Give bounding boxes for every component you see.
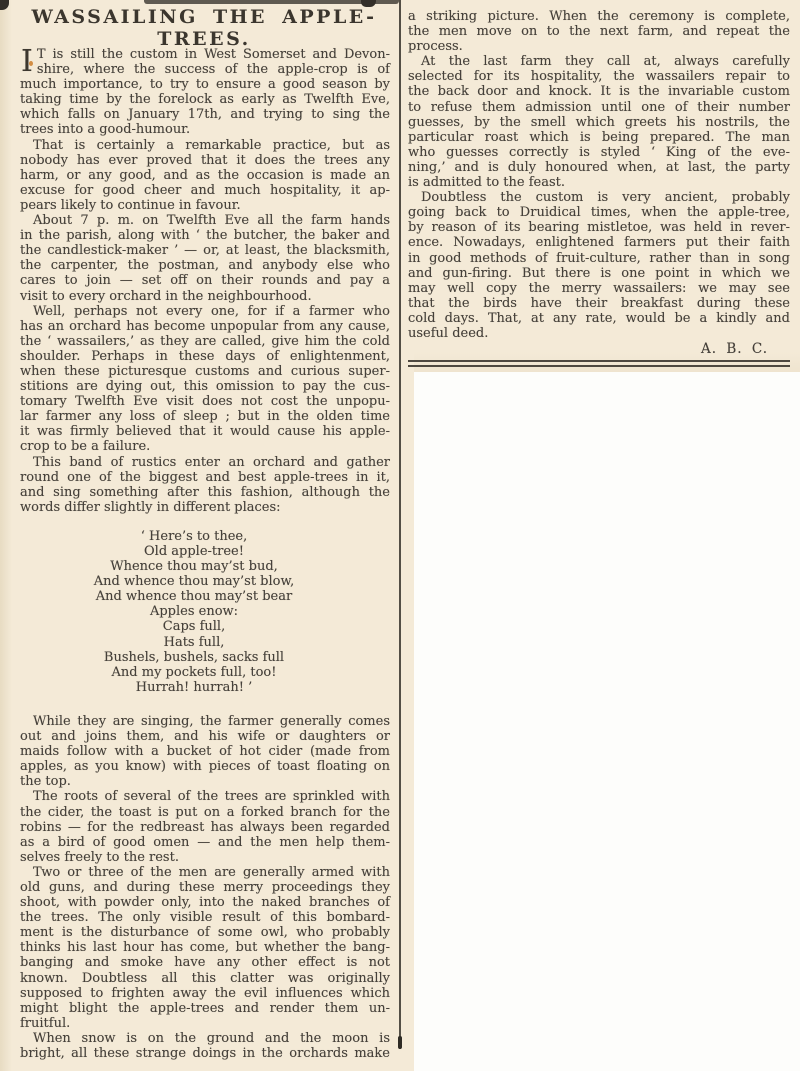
text-line: tomary Twelfth Eve visit does not cost the unpopu- [20, 394, 390, 410]
text-line: the candlestick-maker ’ — or, at least, the blacksmith, [20, 243, 390, 259]
text-line: Hurrah! hurrah! ’ [135, 679, 253, 695]
text-line: Two or three of the men are generally armed with [33, 864, 390, 880]
text-line: when these picturesque customs and curious super- [20, 363, 390, 379]
paragraph [20, 865, 390, 1031]
text-line: may well copy the merry wassailers: we may see [408, 280, 790, 296]
text-line: and sing something after this fashion, although the [20, 484, 390, 500]
text-line: At the last farm they call at, always carefully [421, 54, 790, 70]
text-line: the back door and knock. It is the invariable custom [408, 84, 790, 100]
text-line: apples, as you know) with pieces of toast floating on [20, 759, 390, 775]
text-line: visit to every orchard in the neighbourhood. [20, 288, 312, 304]
paragraph [20, 1031, 390, 1061]
text-line: banging and smoke have any other effect is not [20, 955, 390, 971]
paragraph [20, 455, 390, 515]
text-line: that the birds have their breakfast during these [408, 295, 790, 311]
text-line: known. Doubtless all this clatter was originally [20, 970, 390, 986]
text-line: harm, or any good, and as the occasion is made an [20, 167, 390, 183]
paragraph [20, 44, 390, 138]
paragraph [20, 304, 390, 455]
text-line: stitions are dying out, this omission to pay the cus- [20, 379, 390, 395]
paragraph [408, 9, 790, 54]
paragraph [20, 789, 390, 864]
text-line: When snow is on the ground and the moon is [33, 1030, 390, 1046]
text-line: Well, perhaps not every one, for if a farmer who [33, 303, 390, 319]
text-line: nobody has ever proved that it does the trees any [20, 152, 390, 168]
paragraph [408, 54, 790, 190]
text-line: as a bird of good omen — and the men help them- [20, 834, 390, 850]
text-line: process. [408, 39, 463, 55]
text-line: crop to be a failure. [20, 439, 151, 455]
text-line: ‘ Here’s to thee, [140, 528, 248, 544]
text-line: This band of rustics enter an orchard and gather [33, 454, 390, 470]
text-line: which falls on January 17th, and trying to sing the [20, 107, 390, 123]
text-line: selected for its hospitality, the wassailers repair to [408, 69, 790, 85]
text-line: thinks his last hour has come, but whether the bang- [20, 940, 390, 956]
text-line: That is certainly a remarkable practice, but as [33, 137, 390, 153]
verse-block [20, 529, 390, 695]
text-line: selves freely to the rest. [20, 849, 179, 865]
author-signature: A. B. C. [701, 341, 768, 358]
text-line: out and joins them, and his wife or daughters or [20, 729, 390, 745]
text-line: Caps full, [162, 619, 226, 635]
paragraph [20, 714, 390, 789]
text-line: a striking picture. When the ceremony is complete, [408, 9, 790, 24]
text-line: useful deed. [408, 325, 489, 341]
text-line: ence. Nowadays, enlightened farmers put their faith [408, 235, 790, 251]
article-title: WASSAILING THE APPLE-TREES. [31, 6, 377, 50]
text-line: is admitted to the feast. [408, 175, 566, 191]
text-line: fruitful. [20, 1015, 71, 1031]
text-line: robins — for the redbreast has always been regarded [20, 819, 390, 835]
text-line: T is still the custom in West Somerset and Devon- [36, 47, 390, 62]
column-divider-rule [399, 0, 401, 1049]
text-line: in the parish, along with ‘ the butcher, the baker and [20, 228, 390, 244]
text-line: And whence thou may’st blow, [93, 574, 295, 590]
text-line: supposed to frighten away the evil influences which [20, 985, 390, 1001]
text-line: the carpenter, the postman, and anybody else who [20, 258, 390, 274]
text-line: particular roast which is being prepared. The man [408, 129, 790, 145]
text-line: shire, where the success of the apple-crop is of [36, 62, 390, 78]
text-line: bright, all these strange doings in the orchards make [20, 1046, 390, 1061]
text-line: ment is the disturbance of some owl, who probably [20, 925, 390, 941]
text-line: Apples enow: [149, 604, 239, 620]
left-column [20, 44, 390, 1061]
text-line: guesses, by the smell which greets his nostrils, the [408, 114, 790, 130]
text-line: words differ slightly in different places: [20, 499, 281, 515]
text-line: much importance, to try to ensure a good season by [20, 77, 390, 93]
text-line: Whence thou may’st bud, [110, 559, 278, 575]
right-column [408, 9, 790, 367]
text-line: and gun-firing. But there is one point in which we [408, 265, 790, 281]
text-line: the ‘ wassailers,’ as they are called, give him the cold [20, 333, 390, 349]
paragraph [408, 190, 790, 341]
text-line: old guns, and during these merry proceedings they [20, 879, 390, 895]
text-line: cares to join — set off on their rounds and pay a [20, 273, 390, 289]
text-line: going back to Druidical times, when the apple-tree, [408, 205, 790, 221]
text-line: has an orchard has become unpopular from any cause, [20, 318, 390, 334]
text-line: the trees. The only visible result of this bombard- [20, 910, 390, 926]
text-line: Doubtless the custom is very ancient, probably [421, 190, 790, 206]
text-line: trees into a good-humour. [20, 122, 191, 138]
text-line: shoot, with powder only, into the naked branches of [20, 895, 390, 911]
text-line: cold days. That, at any rate, would be a kindly and [408, 310, 790, 326]
text-line: the top. [20, 774, 71, 790]
text-line: And whence thou may’st bear [95, 589, 293, 605]
text-line: The roots of several of the trees are sprinkled with [33, 789, 390, 805]
paragraph [20, 138, 390, 213]
text-line: pears likely to continue in favour. [20, 197, 241, 213]
article-end-double-rule [408, 360, 790, 367]
text-line: And my pockets full, too! [111, 664, 277, 680]
text-line: the cider, the toast is put on a forked branch for the [20, 804, 390, 820]
text-line: round one of the biggest and best apple-trees in it, [20, 469, 390, 485]
text-line: by reason of its bearing mistletoe, was held in rever- [408, 220, 790, 236]
right-column-text [408, 9, 790, 341]
text-line: taking time by the forelock as early as Twelfth Eve, [20, 92, 390, 108]
text-line: While they are singing, the farmer generally comes [33, 713, 390, 729]
text-line: Bushels, bushels, sacks full [103, 649, 285, 665]
text-line: shoulder. Perhaps in these days of enlightenment, [20, 348, 390, 364]
text-line: ning,’ and is duly honoured when, at last, the party [408, 159, 790, 175]
text-line: in good methods of fruit-culture, rather than in song [408, 250, 790, 266]
text-line: it was firmly believed that it would cause his apple- [20, 424, 390, 440]
text-line: who guesses correctly is styled ‘ King of the eve- [408, 144, 790, 160]
drop-cap: I [21, 44, 33, 79]
text-line: About 7 p. m. on Twelfth Eve all the farm hands [33, 213, 390, 229]
text-line: Hats full, [163, 634, 225, 650]
text-line: Old apple-tree! [144, 544, 244, 559]
text-line: maids follow with a bucket of hot cider (made from [20, 744, 390, 760]
paragraph [20, 213, 390, 304]
text-line: the men move on to the next farm, and repeat the [408, 24, 790, 40]
text-line: lar farmer any loss of sleep ; but in the olden time [20, 409, 390, 425]
text-line: to refuse them admission until one of their number [408, 99, 790, 115]
text-line: excuse for good cheer and much hospitality, it ap- [20, 182, 390, 198]
text-line: might blight the apple-trees and render them un- [20, 1000, 390, 1016]
